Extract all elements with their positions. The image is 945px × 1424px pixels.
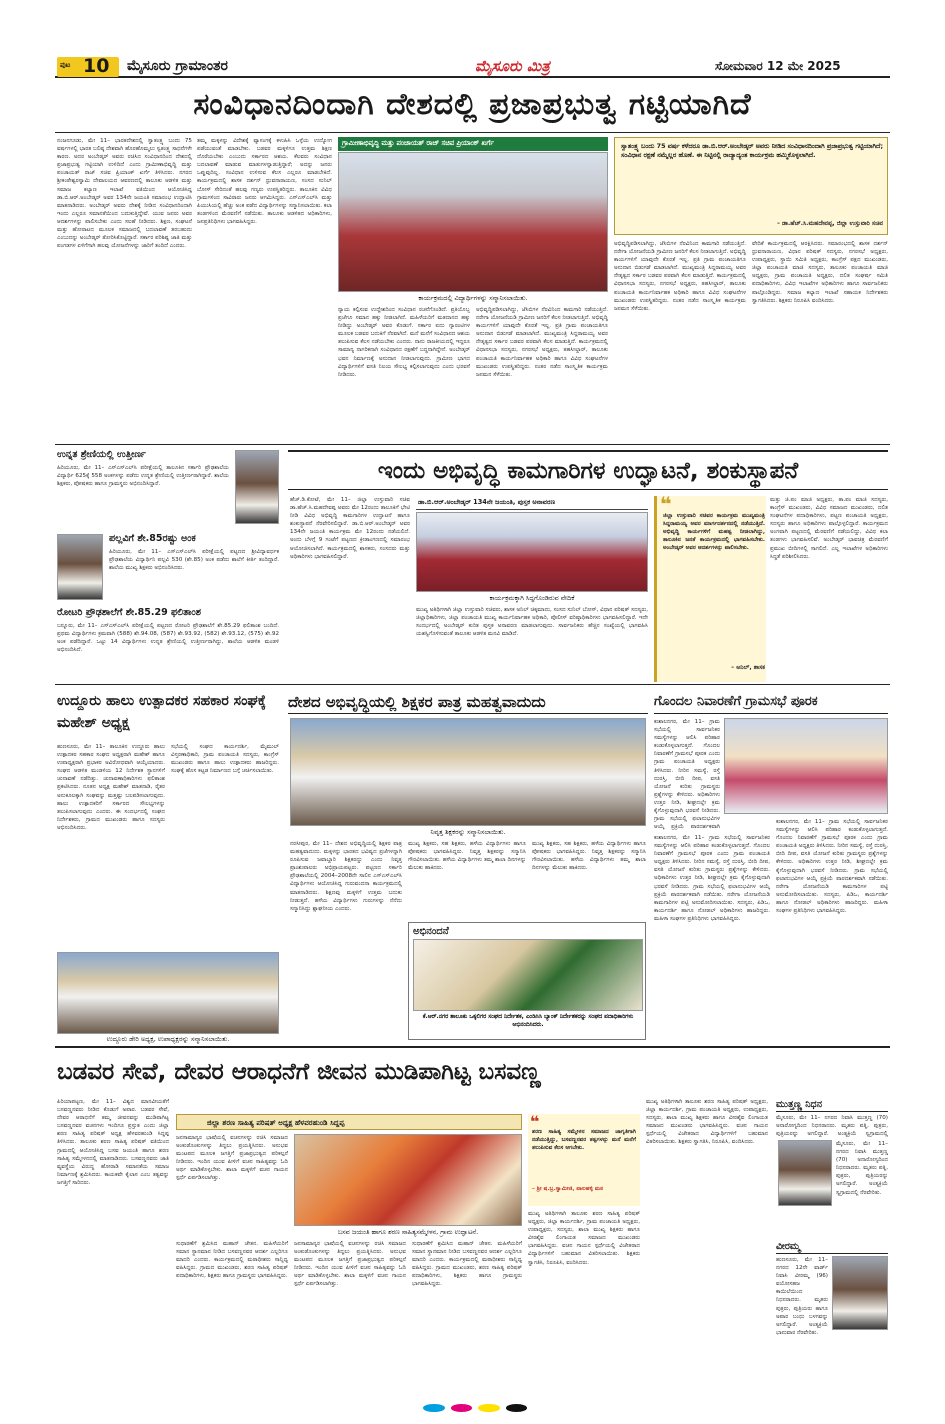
- obit-1-headline: ಮುತ್ತಣ್ಣ ನಿಧನ: [776, 1098, 888, 1112]
- student-item-2: [57, 532, 279, 602]
- obit-2-text: ಹುಣಸೂರು, ಮೇ 11– ನಗರದ 12ನೇ ವಾರ್ಡ್ ನಿವಾಸಿ ವೀರಮ್ಮ (96) ವಯೋಸಹಜ ಕಾಯಿಲೆಯಿಂದ ನಿಧನರಾದರು. ಮೃತರು ಪುತ್ರರು, ಪುತ್ರಿಯರು ಹಾಗೂ ಅಪಾರ ಬಂಧು ಬಳಗವನ್ನು ಅಗಲಿದ್ದಾರೆ. ಅಂತ್ಯಕ್ರಿಯೆ ಭಾನುವಾರ ನೆರವೇರಿತು.: [776, 1257, 828, 1336]
- student-3-headline: ರೋಟರಿ ಪ್ರೌಢಶಾಲೆಗೆ ಶೇ.85.29 ಫಲಿತಾಂಶ: [57, 607, 201, 618]
- basava-col-4: ಜನಸಾಮಾನ್ಯರ ಭಾಷೆಯಲ್ಲಿ ವಚನಗಳನ್ನು ರಚಿಸಿ ಸಮಾಜದ ಅಂಕುಡೊಂಕುಗಳನ್ನು ತಿದ್ದಲು ಪ್ರಯತ್ನಿಸಿದರು. ಅನುಭವ ಮಂಟಪದ ಮೂಲಕ ಜಗತ್ತಿಗೆ ಪ್ರಜಾಪ್ರಭುತ್ವದ ಪರಿಕಲ್ಪನೆ ನೀಡಿದರು. ಇಂದಿನ ಯುವ ಪೀಳಿಗೆ ವಚನ ಸಾಹಿತ್ಯವನ್ನು ಓದಿ ಅರ್ಥ ಮಾಡಿಕೊಳ್ಳಬೇಕು. ಶಾಲಾ ಮಕ್ಕಳಿಗೆ ವಚನ ಗಾಯನ ಸ್ಪರ್ಧೆ ಏರ್ಪಡಿಸಲಾಗಿತ್ತು.: [294, 1241, 406, 1288]
- student-3-text: ಬನ್ನೂರು, ಮೇ 11– ಎಸ್ಎಸ್ಎಲ್‌ಸಿ ಪರೀಕ್ಷೆಯಲ್ಲಿ ಪಟ್ಟಣದ ರೋಟರಿ ಪ್ರೌಢಶಾಲೆಗೆ ಶೇ.85.29 ಫಲಿತಾಂಶ ಬಂದಿದೆ. ಪ್ರಥಮ ವಿದ್ಯಾರ್ಥಿಗಳು ಕ್ರಮವಾಗಿ (588) ಶೇ.94.08, (587) ಶೇ.93.92, (582) ಶೇ.93.12, (575) ಶೇ.92 ಅಂಕ ಪಡೆದಿದ್ದಾರೆ. ಒಟ್ಟು 14 ವಿದ್ಯಾರ್ಥಿಗಳು ಉನ್ನತ ಶ್ರೇಣಿಯಲ್ಲಿ ಉತ್ತೀರ್ಣರಾಗಿದ್ದು, ಶಾಲೆಯ ಆಡಳಿತ ಮಂಡಳಿ ಅಭಿನಂದಿಸಿದೆ.: [57, 623, 279, 654]
- lead-photo-tag-text: ಗ್ರಾಮೀಣಾಭಿವೃದ್ಧಿ ಮತ್ತು ಪಂಚಾಯತ್ ರಾಜ್ ಸಚಿವ ಪ್ರಿಯಾಂಕ್ ಖರ್ಗೆ: [342, 139, 494, 147]
- gondala-photo: [724, 718, 888, 814]
- obit-1-text: ಮೈಸೂರು, ಮೇ 11– ನಗರದ ನಿವಾಸಿ ಮುತ್ತಣ್ಣ (70) ಅನಾರೋಗ್ಯದಿಂದ ನಿಧನರಾದರು. ಮೃತರು ಪತ್ನಿ, ಪುತ್ರರು, ಪುತ್ರಿಯರನ್ನು ಅಗಲಿದ್ದಾರೆ. ಅಂತ್ಯಕ್ರಿಯೆ ಸ್ವಗ್ರಾಮದಲ್ಲಿ: [776, 1115, 888, 1138]
- basava-col-2: ಜನಸಾಮಾನ್ಯರ ಭಾಷೆಯಲ್ಲಿ ವಚನಗಳನ್ನು ರಚಿಸಿ ಸಮಾಜದ ಅಂಕುಡೊಂಕುಗಳನ್ನು ತಿದ್ದಲು ಪ್ರಯತ್ನಿಸಿದರು. ಅನುಭವ ಮಂಟಪದ ಮೂಲಕ ಜಗತ್ತಿಗೆ ಪ್ರಜಾಪ್ರಭುತ್ವದ ಪರಿಕಲ್ಪನೆ ನೀಡಿದರು. ಇಂದಿನ ಯುವ ಪೀಳಿಗೆ ವಚನ ಸಾಹಿತ್ಯವನ್ನು ಓದಿ ಅರ್ಥ ಮಾಡಿಕೊಳ್ಳಬೇಕು. ಶಾಲಾ ಮಕ್ಕಳಿಗೆ ವಚನ ಗಾಯನ ಸ್ಪರ್ಧೆ ಏರ್ಪಡಿಸಲಾಗಿತ್ತು.: [176, 1135, 288, 1182]
- page-number-badge: [57, 57, 119, 77]
- basava-quote-text: ಶರಣ ಸಾಹಿತ್ಯ ಸಮ್ಮೇಳನ ಸಮಾಜದ ಜಾಗೃತಿಗಾಗಿ ನಡೆಯುತ್ತಿದ್ದು, ಬಸವಣ್ಣನವರ ತತ್ವಗಳನ್ನು ಮನೆ ಮನೆಗೆ ತಲುಪಿಸುವ ಕೆಲಸ ಆಗಬೇಕು.: [532, 1129, 636, 1152]
- lead-col-2: ತಮ್ಮ ಮಕ್ಕಳನ್ನು ವಿದೇಶಕ್ಕೆ ವ್ಯಾಸಂಗಕ್ಕೆ ಕಳುಹಿಸಿ ಒಳ್ಳೆಯ ಉದ್ಯೋಗ ಪಡೆಯುವಂತೆ ಮಾಡಬೇಕು. ಬಡವರ ಮಕ್ಕಳಿಗೂ ಉತ್ತಮ ಶಿಕ್ಷಣ ದೊರೆಯಬೇಕು ಎಂಬುದು ಸರ್ಕಾರದ ಆಶಯ. ಕೆಲವರು ಸಂವಿಧಾನ ಬದಲಾವಣೆ ಮಾಡುವ ಮಾತುಗಳನ್ನಾಡುತ್ತಿದ್ದಾರೆ; ಅದನ್ನು ಜನರು ಒಪ್ಪುವುದಿಲ್ಲ. ಸಂವಿಧಾನ ಉಳಿಸುವ ಕೆಲಸ ಎಲ್ಲರೂ ಮಾಡಬೇಕಿದೆ. ಕಾರ್ಯಕ್ರಮದಲ್ಲಿ ಶಾಸಕ ದರ್ಶನ್ ಧ್ರುವನಾರಾಯಣ, ಸಂಸದ ಸುನಿಲ್ ಬೋಸ್ ಸೇರಿದಂತೆ ಹಲವು ಗಣ್ಯರು ಉಪಸ್ಥಿತರಿದ್ದರು. ತಾಲೂಕಿನ ವಿವಿಧ ಗ್ರಾಮಗಳಿಂದ ಸಾವಿರಾರು ಜನರು ಆಗಮಿಸಿದ್ದರು. ಎಸ್ಎಸ್ಎಲ್‌ಸಿ ಮತ್ತು ಪಿಯುಸಿಯಲ್ಲಿ ಹೆಚ್ಚು ಅಂಕ ಪಡೆದ ವಿದ್ಯಾರ್ಥಿಗಳನ್ನು ಸನ್ಮಾನಿಸಲಾಯಿತು. ಕಲಾ ತಂಡಗಳಿಂದ ಮೆರವಣಿಗೆ ನಡೆಯಿತು. ತಾಲೂಕು ಆಡಳಿತದ ಅಧಿಕಾರಿಗಳು, ಜನಪ್ರತಿನಿಧಿಗಳು ಭಾಗವಹಿಸಿದ್ದರು.: [197, 138, 332, 225]
- dev-col-2: ಮುಖ್ಯ ಅತಿಥಿಗಳಾಗಿ ಜಿಲ್ಲಾ ಉಸ್ತುವಾರಿ ಸಚಿವರು, ಶಾಸಕ ಅನಿಲ್ ಚಿಕ್ಕಮಾದು, ಸಂಸದ ಸುನಿಲ್ ಬೋಸ್, ವಿಧಾನ ಪರಿಷತ್ ಸದಸ್ಯರು, ಜಿಲ್ಲಾಧಿಕಾರಿಗಳು, ಜಿಲ್ಲಾ ಪಂಚಾಯತಿ ಮುಖ್ಯ ಕಾರ್ಯನಿರ್ವಾಹಕ ಅಧಿಕಾರಿ, ಪೊಲೀಸ್ ವರಿಷ್ಠಾಧಿಕಾರಿಗಳು ಭಾಗವಹಿಸಲಿದ್ದಾರೆ. ಇದೇ ಸಂದರ್ಭದಲ್ಲಿ ಅಂಬೇಡ್ಕರ್ ಕುರಿತ ಪುಸ್ತಕ ಅನಾವರಣ ಮಾಡಲಾಗುವುದು. ಸಾರ್ವಜನಿಕರು ಹೆಚ್ಚಿನ ಸಂಖ್ಯೆಯಲ್ಲಿ ಭಾಗವಹಿಸಿ ಯಶಸ್ವಿಗೊಳಿಸುವಂತೆ ತಾಲೂಕು ಆಡಳಿತ ಮನವಿ ಮಾಡಿದೆ.: [416, 607, 648, 638]
- abhinandane-title: ಅಭಿನಂದನೆ: [413, 926, 449, 937]
- basava-col-7: ಮುಖ್ಯ ಅತಿಥಿಗಳಾಗಿ ತಾಲೂಕು ಶರಣ ಸಾಹಿತ್ಯ ಪರಿಷತ್ ಅಧ್ಯಕ್ಷರು, ಜಿಲ್ಲಾ ಕಾರ್ಯದರ್ಶಿ, ಗ್ರಾಮ ಪಂಚಾಯತಿ ಅಧ್ಯಕ್ಷರು, ಉಪಾಧ್ಯಕ್ಷರು, ಸದಸ್ಯರು, ಶಾಲಾ ಮುಖ್ಯ ಶಿಕ್ಷಕರು ಹಾಗೂ ವೀರಶೈವ ಲಿಂಗಾಯತ ಸಮಾಜದ ಮುಖಂಡರು ಭಾಗವಹಿಸಿದ್ದರು. ವಚನ ಗಾಯನ ಸ್ಪರ್ಧೆಯಲ್ಲಿ ವಿಜೇತರಾದ ವಿದ್ಯಾರ್ಥಿಗಳಿಗೆ ಬಹುಮಾನ ವಿತರಿಸಲಾಯಿತು. ಶಿಕ್ಷಕರು ಸ್ವಾಗತಿಸಿ, ನಿರೂಪಿಸಿ, ವಂದಿಸಿದರು.: [646, 1099, 768, 1146]
- dev-photo-tag-text: ಡಾ.ಬಿ.ಆರ್.ಅಂಬೇಡ್ಕರ್ 134ನೇ ಜಯಂತಿ, ಪುಸ್ತಕ ಅನಾವರಣ: [418, 498, 556, 506]
- lead-quote-text: ಸ್ವಾತಂತ್ರ್ಯ ಬಂದು 75 ವರ್ಷ ಕಳೆದರೂ ಡಾ.ಬಿ.ಆರ್.ಅಂಬೇಡ್ಕರ್ ಅವರು ನೀಡಿದ ಸಂವಿಧಾನದಿಂದಾಗಿ ಪ್ರಜಾಪ್ರಭುತ್ವ ಗಟ್ಟಿಯಾಗಿದೆ; ಸಂವಿಧಾನ ರಕ್ಷಣೆ ನಮ್ಮೆಲ್ಲರ ಹೊಣೆ. ಈ ನಿಟ್ಟಿನಲ್ಲಿ ರಾಜ್ಯಾದ್ಯಂತ ಕಾರ್ಯಕ್ರಮ ಹಮ್ಮಿಕೊಳ್ಳಲಾಗಿದೆ.: [621, 142, 883, 160]
- student-1-photo: [235, 450, 279, 524]
- lead-photo: [338, 152, 608, 292]
- obit-1: [776, 1098, 888, 1236]
- dev-headline: ಇಂದು ಅಭಿವೃದ್ಧಿ ಕಾಮಗಾರಿಗಳ ಉದ್ಘಾಟನೆ, ಶಂಕುಸ್ಥಾಪನೆ: [377, 458, 799, 484]
- section-rule-3: [55, 1046, 890, 1048]
- teachers-col-3: ಮುಖ್ಯ ಶಿಕ್ಷಕರು, ಸಹ ಶಿಕ್ಷಕರು, ಹಳೆಯ ವಿದ್ಯಾರ್ಥಿಗಳು ಹಾಗೂ ಪೋಷಕರು ಭಾಗವಹಿಸಿದ್ದರು. ನಿವೃತ್ತ ಶಿಕ್ಷಕರನ್ನು ಸನ್ಮಾನಿಸಿ ಗೌರವಿಸಲಾಯಿತು. ಹಳೆಯ ವಿದ್ಯಾರ್ಥಿಗಳು ತಮ್ಮ ಶಾಲಾ ದಿನಗಳನ್ನು ಮೆಲುಕು ಹಾಕಿದರು.: [532, 841, 646, 872]
- basava-quote-box: [528, 1114, 640, 1206]
- basava-photo-tag: [176, 1114, 522, 1130]
- masthead: [55, 56, 890, 78]
- basava-col-3: ಸುಧಾರಣೆಗೆ ಶ್ರಮಿಸಿದ ಮಹಾನ್ ಚೇತನ. ಮಹಿಳೆಯರಿಗೆ ಸಮಾನ ಸ್ಥಾನಮಾನ ನೀಡಿದ ಬಸವಣ್ಣನವರ ಆದರ್ಶ ಎಲ್ಲರಿಗೂ ಮಾದರಿ ಎಂದರು. ಕಾರ್ಯಕ್ರಮದಲ್ಲಿ ಮಠಾಧೀಶರು ಸಾನ್ನಿಧ್ಯ ವಹಿಸಿದ್ದರು. ಗ್ರಾಮದ ಮುಖಂಡರು, ಶರಣ ಸಾಹಿತ್ಯ ಪರಿಷತ್ ಪದಾಧಿಕಾರಿಗಳು, ಶಿಕ್ಷಕರು ಹಾಗೂ ಗ್ರಾಮಸ್ಥರು ಭಾಗವಹಿಸಿದ್ದರು.: [176, 1241, 288, 1280]
- gondala-headline: ಗೊಂದಲ ನಿವಾರಣೆಗೆ ಗ್ರಾಮಸಭೆ ಪೂರಕ: [654, 690, 888, 714]
- gondala-col-3: ಕುಶಾಲನಗರ, ಮೇ 11– ಗ್ರಾಮ ಸಭೆಯಲ್ಲಿ ಸಾರ್ವಜನಿಕರ ಸಮಸ್ಯೆಗಳನ್ನು ಆಲಿಸಿ ಪರಿಹಾರ ಕಂಡುಕೊಳ್ಳಲಾಗುತ್ತದೆ. ಗೊಂದಲ ನಿವಾರಣೆಗೆ ಗ್ರಾಮಸಭೆ ಪೂರಕ ಎಂದು ಗ್ರಾಮ ಪಂಚಾಯತಿ ಅಧ್ಯಕ್ಷರು ತಿಳಿಸಿದರು. ನೀರಿನ ಸಮಸ್ಯೆ, ರಸ್ತೆ ದುರಸ್ತಿ, ಬೀದಿ ದೀಪ, ವಸತಿ ಯೋಜನೆ ಕುರಿತು ಗ್ರಾಮಸ್ಥರು ಪ್ರಶ್ನೆಗಳನ್ನು ಕೇಳಿದರು. ಅಧಿಕಾರಿಗಳು ಉತ್ತರ ನೀಡಿ, ಶೀಘ್ರದಲ್ಲೇ ಕ್ರಮ ಕೈಗೊಳ್ಳುವುದಾಗಿ ಭರವಸೆ ನೀಡಿದರು. ಗ್ರಾಮ ಸಭೆಯಲ್ಲಿ ಫಲಾನುಭವಿಗಳ ಆಯ್ಕೆ ಪ್ರಕ್ರಿಯೆ ಪಾರದರ್ಶಕವಾಗಿ ನಡೆಯಿತು. ನರೇಗಾ ಯೋಜನೆಯಡಿ ಕಾಮಗಾರಿಗಳ ಪಟ್ಟಿ ಅನುಮೋದಿಸಲಾಯಿತು. ಸದಸ್ಯರು, ಪಿಡಿಒ, ಕಾರ್ಯದರ್ಶಿ ಹಾಗೂ ನೋಡಲ್ ಅಧಿಕಾರಿಗಳು ಹಾಜರಿದ್ದರು. ಮಹಿಳಾ ಸಂಘಗಳ ಪ್ರತಿನಿಧಿಗಳು ಭಾಗವಹಿಸಿದ್ದರು.: [776, 819, 888, 915]
- basava-quote-mark-icon: ❝: [530, 1112, 540, 1131]
- black-swatch: [506, 1404, 528, 1412]
- teachers-photo: [290, 718, 646, 826]
- abhinandane-box: [408, 922, 646, 1040]
- obit-2-headline: ವೀರಮ್ಮ: [776, 1240, 888, 1254]
- newspaper-logo: ಮೈಸೂರು ಮಿತ್ರ: [475, 57, 550, 75]
- page-number: 10: [83, 55, 110, 77]
- teachers-col-1: ನರಸೀಪುರ, ಮೇ 11– ದೇಶದ ಅಭಿವೃದ್ಧಿಯಲ್ಲಿ ಶಿಕ್ಷಕರ ಪಾತ್ರ ಮಹತ್ವವಾದುದು. ಮಕ್ಕಳನ್ನು ಭಾರತದ ಭವಿಷ್ಯದ ಪ್ರಜೆಗಳನ್ನಾಗಿ ರೂಪಿಸುವ ಜವಾಬ್ದಾರಿ ಶಿಕ್ಷಕರದ್ದು ಎಂದು ನಿವೃತ್ತ ಪ್ರಾಂಶುಪಾಲರು ಅಭಿಪ್ರಾಯಪಟ್ಟರು. ಪಟ್ಟಣದ ಸರ್ಕಾರಿ ಪ್ರೌಢಶಾಲೆಯಲ್ಲಿ 2004–2008ನೇ ಸಾಲಿನ ಎಸ್ಎಸ್ಎಲ್‌ಸಿ ವಿದ್ಯಾರ್ಥಿಗಳು ಆಯೋಜಿಸಿದ್ದ ಗುರುವಂದನಾ ಕಾರ್ಯಕ್ರಮದಲ್ಲಿ ಮಾತನಾಡಿದರು. ಶಿಕ್ಷಣವು ಮಕ್ಕಳಿಗೆ ಉತ್ತಮ ಬದುಕು ನೀಡುತ್ತದೆ. ಹಳೆಯ ವಿದ್ಯಾರ್ಥಿಗಳು ಗುರುಗಳನ್ನು ನೆನೆದು ಸನ್ಮಾನಿಸಿದ್ದು ಶ್ಲಾಘನೀಯ ಎಂದರು.: [290, 841, 402, 912]
- quote-mark-icon: ❝: [660, 492, 672, 516]
- gondala-col-1: ಕುಶಾಲನಗರ, ಮೇ 11– ಗ್ರಾಮ ಸಭೆಯಲ್ಲಿ ಸಾರ್ವಜನಿಕರ ಸಮಸ್ಯೆಗಳನ್ನು ಆಲಿಸಿ ಪರಿಹಾರ ಕಂಡುಕೊಳ್ಳಲಾಗುತ್ತದೆ. ಗೊಂದಲ ನಿವಾರಣೆಗೆ ಗ್ರಾಮಸಭೆ ಪೂರಕ ಎಂದು ಗ್ರಾಮ ಪಂಚಾಯತಿ ಅಧ್ಯಕ್ಷರು ತಿಳಿಸಿದರು. ನೀರಿನ ಸಮಸ್ಯೆ, ರಸ್ತೆ ದುರಸ್ತಿ, ಬೀದಿ ದೀಪ, ವಸತಿ ಯೋಜನೆ ಕುರಿತು ಗ್ರಾಮಸ್ಥರು ಪ್ರಶ್ನೆಗಳನ್ನು ಕೇಳಿದರು. ಅಧಿಕಾರಿಗಳು ಉತ್ತರ ನೀಡಿ, ಶೀಘ್ರದಲ್ಲೇ ಕ್ರಮ ಕೈಗೊಳ್ಳುವುದಾಗಿ ಭರವಸೆ ನೀಡಿದರು. ಗ್ರಾಮ ಸಭೆಯಲ್ಲಿ ಫಲಾನುಭವಿಗಳ ಆಯ್ಕೆ ಪ್ರಕ್ರಿಯೆ ಪಾರದರ್ಶಕವಾಗಿ: [654, 719, 720, 830]
- dev-quote-byline: – ಅನಿಲ್, ಶಾಸಕ: [731, 664, 765, 671]
- dairy-headline: [57, 690, 279, 738]
- lead-photo-tag: [338, 137, 608, 151]
- gondala-col-2: ಕುಶಾಲನಗರ, ಮೇ 11– ಗ್ರಾಮ ಸಭೆಯಲ್ಲಿ ಸಾರ್ವಜನಿಕರ ಸಮಸ್ಯೆಗಳನ್ನು ಆಲಿಸಿ ಪರಿಹಾರ ಕಂಡುಕೊಳ್ಳಲಾಗುತ್ತದೆ. ಗೊಂದಲ ನಿವಾರಣೆಗೆ ಗ್ರಾಮಸಭೆ ಪೂರಕ ಎಂದು ಗ್ರಾಮ ಪಂಚಾಯತಿ ಅಧ್ಯಕ್ಷರು ತಿಳಿಸಿದರು. ನೀರಿನ ಸಮಸ್ಯೆ, ರಸ್ತೆ ದುರಸ್ತಿ, ಬೀದಿ ದೀಪ, ವಸತಿ ಯೋಜನೆ ಕುರಿತು ಗ್ರಾಮಸ್ಥರು ಪ್ರಶ್ನೆಗಳನ್ನು ಕೇಳಿದರು. ಅಧಿಕಾರಿಗಳು ಉತ್ತರ ನೀಡಿ, ಶೀಘ್ರದಲ್ಲೇ ಕ್ರಮ ಕೈಗೊಳ್ಳುವುದಾಗಿ ಭರವಸೆ ನೀಡಿದರು. ಗ್ರಾಮ ಸಭೆಯಲ್ಲಿ ಫಲಾನುಭವಿಗಳ ಆಯ್ಕೆ ಪ್ರಕ್ರಿಯೆ ಪಾರದರ್ಶಕವಾಗಿ ನಡೆಯಿತು. ನರೇಗಾ ಯೋಜನೆಯಡಿ ಕಾಮಗಾರಿಗಳ ಪಟ್ಟಿ ಅನುಮೋದಿಸಲಾಯಿತು. ಸದಸ್ಯರು, ಪಿಡಿಒ, ಕಾರ್ಯದರ್ಶಿ ಹಾಗೂ ನೋಡಲ್ ಅಧಿಕಾರಿಗಳು ಹಾಜರಿದ್ದರು. ಮಹಿಳಾ ಸಂಘಗಳ ಪ್ರತಿನಿಧಿಗಳು ಭಾಗವಹಿಸಿದ್ದರು.: [654, 835, 770, 922]
- teachers-headline: ದೇಶದ ಅಭಿವೃದ್ಧಿಯಲ್ಲಿ ಶಿಕ್ಷಕರ ಪಾತ್ರ ಮಹತ್ವವಾದುದು: [288, 690, 648, 714]
- lead-headline: ಸಂವಿಧಾನದಿಂದಾಗಿ ದೇಶದಲ್ಲಿ ಪ್ರಜಾಪ್ರಭುತ್ವ ಗಟ್ಟಿಯಾಗಿದೆ: [193, 87, 752, 122]
- lead-col-4: ಅಭಿವೃದ್ಧಿಪಡಿಸಲಾಗಿದ್ದು, ಜೆಸಿಬಿಗಳ ನೆರವಿನಿಂದ ಕಾಮಗಾರಿ ನಡೆಯುತ್ತಿದೆ. ನರೇಗಾ ಯೋಜನೆಯಡಿ ಗ್ರಾಮೀಣ ಜನರಿಗೆ ಕೆಲಸ ನೀಡಲಾಗುತ್ತಿದೆ. ಅಭಿವೃದ್ಧಿ ಕಾರ್ಯಗಳಿಗೆ ಯಾವುದೇ ಕೊರತೆ ಇಲ್ಲ. ಪ್ರತಿ ಗ್ರಾಮ ಪಂಚಾಯತಿಗೂ ಅನುದಾನ ಬಿಡುಗಡೆ ಮಾಡಲಾಗಿದೆ. ಮುಖ್ಯಮಂತ್ರಿ ಸಿದ್ದರಾಮಯ್ಯ ಅವರ ನೇತೃತ್ವದ ಸರ್ಕಾರ ಬಡವರ ಪರವಾಗಿ ಕೆಲಸ ಮಾಡುತ್ತಿದೆ. ಕಾರ್ಯಕ್ರಮದಲ್ಲಿ ವಿಧಾನಸಭಾ ಸದಸ್ಯರು, ನಗರಸಭೆ ಅಧ್ಯಕ್ಷರು, ತಹಸೀಲ್ದಾರ್, ತಾಲೂಕು ಪಂಚಾಯತಿ ಕಾರ್ಯನಿರ್ವಾಹಕ ಅಧಿಕಾರಿ ಹಾಗೂ ವಿವಿಧ ಸಂಘಟನೆಗಳ ಮುಖಂಡರು ಉಪಸ್ಥಿತರಿದ್ದರು. ನಂತರ ನಡೆದ ಸಾಂಸ್ಕೃತಿಕ ಕಾರ್ಯಕ್ರಮ ಜನಮನ ಸೆಳೆಯಿತು.: [476, 307, 608, 378]
- page-label: ಪುಟ: [60, 61, 71, 69]
- basava-photo-tag-text: ಜಿಲ್ಲಾ ಶರಣ ಸಾಹಿತ್ಯ ಪರಿಷತ್ ಅಧ್ಯಕ್ಷ ಹೆಳವರಹುಂಡಿ ಸಿದ್ದಪ್ಪ: [207, 1118, 345, 1127]
- obit-2-photo: [832, 1256, 888, 1330]
- obit-1-photo: [778, 1140, 832, 1206]
- edition-date: ಸೋಮವಾರ 12 ಮೇ 2025: [715, 59, 841, 73]
- dev-headline-box: [288, 450, 888, 490]
- teachers-col-2: ಮುಖ್ಯ ಶಿಕ್ಷಕರು, ಸಹ ಶಿಕ್ಷಕರು, ಹಳೆಯ ವಿದ್ಯಾರ್ಥಿಗಳು ಹಾಗೂ ಪೋಷಕರು ಭಾಗವಹಿಸಿದ್ದರು. ನಿವೃತ್ತ ಶಿಕ್ಷಕರನ್ನು ಸನ್ಮಾನಿಸಿ ಗೌರವಿಸಲಾಯಿತು. ಹಳೆಯ ವಿದ್ಯಾರ್ಥಿಗಳು ತಮ್ಮ ಶಾಲಾ ದಿನಗಳನ್ನು ಮೆಲುಕು ಹಾಕಿದರು.: [408, 841, 526, 872]
- student-item-3: [57, 606, 279, 682]
- student-1-headline: ಉನ್ನತ ಶ್ರೇಣಿಯಲ್ಲಿ ಉತ್ತೀರ್ಣ: [57, 449, 146, 460]
- dev-col-1: ಹೆಚ್.ಡಿ.ಕೋಟೆ, ಮೇ 11– ಜಿಲ್ಲಾ ಉಸ್ತುವಾರಿ ಸಚಿವ ಡಾ.ಹೆಚ್.ಸಿ.ಮಹದೇವಪ್ಪ ಅವರು ಮೇ 12ರಂದು ತಾಲೂಕಿಗೆ ಭೇಟಿ ನೀಡಿ ವಿವಿಧ ಅಭಿವೃದ್ಧಿ ಕಾಮಗಾರಿಗಳ ಉದ್ಘಾಟನೆ ಹಾಗೂ ಶಂಕುಸ್ಥಾಪನೆ ನೆರವೇರಿಸಲಿದ್ದಾರೆ. ಡಾ.ಬಿ.ಆರ್.ಅಂಬೇಡ್ಕರ್ ಅವರ 134ನೇ ಜಯಂತಿ ಕಾರ್ಯಕ್ರಮ ಮೇ 12ರಂದು ನಡೆಯಲಿದೆ. ಅಂದು ಬೆಳಗ್ಗೆ 9 ಗಂಟೆಗೆ ಪಟ್ಟಣದ ಕ್ರೀಡಾಂಗಣದಲ್ಲಿ ಸಮಾರಂಭ ಆಯೋಜಿಸಲಾಗಿದೆ. ಕಾರ್ಯಕ್ರಮದಲ್ಲಿ ಶಾಸಕರು, ಸಂಸದರು ಮತ್ತು ಅಧಿಕಾರಿಗಳು ಭಾಗವಹಿಸಲಿದ್ದಾರೆ.: [290, 497, 410, 560]
- abhinandane-caption: ಕೆ.ಆರ್.ನಗರ ತಾಲೂಕು ಒಕ್ಕಲಿಗರ ಸಂಘದ ನಿರ್ದೇಶಕ, ಎಂಡಿಸಿಸಿ ಬ್ಯಾಂಕ್ ನಿರ್ದೇಶಕರನ್ನು ಸಂಘದ ಪದಾಧಿಕಾರಿಗಳು ಅಭಿನಂದಿಸಿದರು.: [422, 1014, 634, 1029]
- dairy-photo-caption: ಉದ್ದೂರು ಡೇರಿ ಅಧ್ಯಕ್ಷ, ಉಪಾಧ್ಯಕ್ಷರನ್ನು ಸನ್ಮಾನಿಸಲಾಯಿತು.: [106, 1035, 230, 1043]
- section-rule-2: [55, 684, 890, 685]
- lead-col-6: ವೇದಿಕೆ ಕಾರ್ಯಕ್ರಮದಲ್ಲಿ ಆರಕ್ಷಿಸಿದರು. ಸಮಾರಂಭದಲ್ಲಿ ಶಾಸಕ ದರ್ಶನ್ ಧ್ರುವನಾರಾಯಣ, ವಿಧಾನ ಪರಿಷತ್ ಸದಸ್ಯರು, ನಗರಸಭೆ ಅಧ್ಯಕ್ಷರು, ಉಪಾಧ್ಯಕ್ಷರು, ಸ್ಥಾಯಿ ಸಮಿತಿ ಅಧ್ಯಕ್ಷರು, ಕಾಂಗ್ರೆಸ್ ಪಕ್ಷದ ಮುಖಂಡರು, ಜಿಲ್ಲಾ ಪಂಚಾಯತಿ ಮಾಜಿ ಸದಸ್ಯರು, ತಾಲೂಕು ಪಂಚಾಯತಿ ಮಾಜಿ ಅಧ್ಯಕ್ಷರು, ಗ್ರಾಮ ಪಂಚಾಯತಿ ಅಧ್ಯಕ್ಷರು, ದಲಿತ ಸಂಘರ್ಷ ಸಮಿತಿ ಪದಾಧಿಕಾರಿಗಳು, ವಿವಿಧ ಇಲಾಖೆಗಳ ಅಧಿಕಾರಿಗಳು ಹಾಗೂ ಸಾರ್ವಜನಿಕರು ಪಾಲ್ಗೊಂಡಿದ್ದರು. ಸಮಾಜ ಕಲ್ಯಾಣ ಇಲಾಖೆ ಸಹಾಯಕ ನಿರ್ದೇಶಕರು ಸ್ವಾಗತಿಸಿದರು. ಶಿಕ್ಷಕರು ನಿರೂಪಿಸಿ ವಂದಿಸಿದರು.: [752, 241, 888, 304]
- dev-photo: [416, 512, 648, 592]
- dairy-headline-text: ಉದ್ದೂರು ಹಾಲು ಉತ್ಪಾದಕರ ಸಹಕಾರ ಸಂಘಕ್ಕೆ ಮಹೇಶ್ ಅಧ್ಯಕ್ಷ: [57, 693, 267, 731]
- yellow-swatch: [478, 1404, 500, 1412]
- magenta-swatch: [451, 1404, 473, 1412]
- basava-col-5: ಸುಧಾರಣೆಗೆ ಶ್ರಮಿಸಿದ ಮಹಾನ್ ಚೇತನ. ಮಹಿಳೆಯರಿಗೆ ಸಮಾನ ಸ್ಥಾನಮಾನ ನೀಡಿದ ಬಸವಣ್ಣನವರ ಆದರ್ಶ ಎಲ್ಲರಿಗೂ ಮಾದರಿ ಎಂದರು. ಕಾರ್ಯಕ್ರಮದಲ್ಲಿ ಮಠಾಧೀಶರು ಸಾನ್ನಿಧ್ಯ ವಹಿಸಿದ್ದರು. ಗ್ರಾಮದ ಮುಖಂಡರು, ಶರಣ ಸಾಹಿತ್ಯ ಪರಿಷತ್ ಪದಾಧಿಕಾರಿಗಳು, ಶಿಕ್ಷಕರು ಹಾಗೂ ಗ್ರಾಮಸ್ಥರು ಭಾಗವಹಿಸಿದ್ದರು.: [412, 1241, 522, 1288]
- section-rule-1: [55, 444, 890, 445]
- basava-photo: [294, 1134, 522, 1226]
- abhinandane-photo: [413, 939, 643, 1011]
- obit-2: [776, 1240, 888, 1398]
- student-2-text: ಹಿರಿಯೂರು, ಮೇ 11– ಎಸ್ಎಸ್ಎಲ್‌ಸಿ ಪರೀಕ್ಷೆಯಲ್ಲಿ ಪಟ್ಟಣದ ಶ್ರೀವಿದ್ಯಾವರ್ಧಕ ಪ್ರೌಢಶಾಲೆಯ ವಿದ್ಯಾರ್ಥಿನಿ ಪಲ್ಲವಿ 530 (ಶೇ.85) ಅಂಕ ಪಡೆದು ಶಾಲೆಗೆ ಕೀರ್ತಿ ತಂದಿದ್ದಾರೆ. ಶಾಲೆಯ ಮುಖ್ಯ ಶಿಕ್ಷಕರು ಅಭಿನಂದಿಸಿದರು.: [109, 549, 279, 572]
- lead-col-3: ನ್ಯಾಯ ಕಲ್ಪಿಸುವ ಉದ್ದೇಶದಿಂದ ಸಂವಿಧಾನ ರಚನೆಗೊಂಡಿದೆ. ಪ್ರತಿಯೊಬ್ಬ ಪ್ರಜೆಗೂ ಸಮಾನ ಹಕ್ಕು ನೀಡಲಾಗಿದೆ. ಮಹಿಳೆಯರಿಗೆ ಮತದಾನದ ಹಕ್ಕು ನೀಡಿದ್ದು ಅಂಬೇಡ್ಕರ್ ಅವರ ಕೊಡುಗೆ. ಸರ್ಕಾರ ಐದು ಗ್ಯಾರಂಟಿಗಳ ಮೂಲಕ ಬಡವರ ಬದುಕಿಗೆ ನೆರವಾಗಿದೆ. ಮನೆ ಮನೆಗೆ ಸಂವಿಧಾನದ ಆಶಯ ತಲುಪಿಸುವ ಕೆಲಸ ನಡೆಯಬೇಕು ಎಂದರು. ನಾನು ರಾಜಕೀಯದಲ್ಲಿ ಇದ್ದರೂ ಸಾಮಾನ್ಯ ನಾಗರಿಕನಾಗಿ ಸಂವಿಧಾನದ ರಕ್ಷಣೆಗೆ ಬದ್ಧನಾಗಿದ್ದೇನೆ. ಅಂಬೇಡ್ಕರ್ ಭವನ ನಿರ್ಮಾಣಕ್ಕೆ ಅನುದಾನ ನೀಡಲಾಗುವುದು. ಗ್ರಾಮೀಣ ಭಾಗದ ವಿದ್ಯಾರ್ಥಿಗಳಿಗೆ ವಸತಿ ನಿಲಯ ಸೌಲಭ್ಯ ಕಲ್ಪಿಸಲಾಗುವುದು ಎಂದು ಭರವಸೆ ನೀಡಿದರು.: [338, 307, 470, 378]
- dairy-photo: [57, 952, 279, 1034]
- dairy-col-1: ಹುಣಸೂರು, ಮೇ 11– ತಾಲೂಕಿನ ಉದ್ದೂರು ಹಾಲು ಉತ್ಪಾದಕರ ಸಹಕಾರ ಸಂಘದ ಅಧ್ಯಕ್ಷರಾಗಿ ಮಹೇಶ್ ಹಾಗೂ ಉಪಾಧ್ಯಕ್ಷರಾಗಿ ಪ್ರಭಾಕರ ಅವಿರೋಧವಾಗಿ ಆಯ್ಕೆಯಾದರು. ಸಂಘದ ಆಡಳಿತ ಮಂಡಳಿಯ 12 ನಿರ್ದೇಶಕ ಸ್ಥಾನಗಳಿಗೆ ಚುನಾವಣೆ ನಡೆದಿತ್ತು. ಚುನಾವಣಾಧಿಕಾರಿಗಳು ಫಲಿತಾಂಶ ಪ್ರಕಟಿಸಿದರು. ನೂತನ ಅಧ್ಯಕ್ಷ ಮಹೇಶ್ ಮಾತನಾಡಿ, ರೈತರ ಅನುಕೂಲಕ್ಕಾಗಿ ಸಂಘವನ್ನು ಮತ್ತಷ್ಟು ಬಲಪಡಿಸಲಾಗುವುದು. ಹಾಲು ಉತ್ಪಾದಕರಿಗೆ ಸರ್ಕಾರದ ಸೌಲಭ್ಯಗಳನ್ನು ತಲುಪಿಸಲಾಗುವುದು ಎಂದರು. ಈ ಸಂದರ್ಭದಲ್ಲಿ ಸಂಘದ ನಿರ್ದೇಶಕರು, ಗ್ರಾಮದ ಮುಖಂಡರು ಹಾಗೂ ಸದಸ್ಯರು ಅಭಿನಂದಿಸಿದರು.: [57, 744, 165, 831]
- basava-headline: ಬಡವರ ಸೇವೆ, ದೇವರ ಆರಾಧನೆಗೆ ಜೀವನ ಮುಡಿಪಾಗಿಟ್ಟ ಬಸವಣ್ಣ: [57, 1059, 541, 1085]
- dev-photo-tag: [416, 496, 648, 510]
- lead-col-1: ನಂಜನಗೂಡು, ಮೇ 11– ಭಾರತದೇಶದಲ್ಲಿ ಸ್ವಾತಂತ್ರ್ಯ ಬಂದು 75 ವರ್ಷಗಳಲ್ಲಿ ಭಾರತ ಬಲಿಷ್ಠ ದೇಶವಾಗಿ ಹೊರಹೊಮ್ಮಲು ಸ್ವತಂತ್ರ್ಯ ಸಾಧನೆಗಳೇ ಕಾರಣ. ಅದರ ಅಂಬೇಡ್ಕರ್ ಅವರು ರಚಿಸಿದ ಸಂವಿಧಾನದಿಂದ ದೇಶದಲ್ಲಿ ಪ್ರಜಾಪ್ರಭುತ್ವ ಗಟ್ಟಿಯಾಗಿ ಉಳಿದಿದೆ ಎಂದು ಗ್ರಾಮೀಣಾಭಿವೃದ್ಧಿ ಮತ್ತು ಪಂಚಾಯತ್ ರಾಜ್ ಸಚಿವ ಪ್ರಿಯಾಂಕ್ ಖರ್ಗೆ ತಿಳಿಸಿದರು. ನಗರದ ಶ್ರೀಕಂಠೇಶ್ವರಸ್ವಾಮಿ ದೇವಾಲಯದ ಆವರಣದಲ್ಲಿ ತಾಲೂಕು ಆಡಳಿತ ಮತ್ತು ಸಮಾಜ ಕಲ್ಯಾಣ ಇಲಾಖೆ ವತಿಯಿಂದ ಆಯೋಜಿಸಿದ್ದ ಡಾ.ಬಿ.ಆರ್.ಅಂಬೇಡ್ಕರ್ ಅವರ 134ನೇ ಜಯಂತಿ ಸಮಾರಂಭ ಉದ್ಘಾಟಿಸಿ ಮಾತನಾಡಿದರು. ಅಂಬೇಡ್ಕರ್ ಅವರು ದೇಶಕ್ಕೆ ನೀಡಿದ ಸಂವಿಧಾನದಿಂದಾಗಿ ಇಂದು ಎಲ್ಲರೂ ಸಮಾನತೆಯಿಂದ ಬದುಕುತ್ತಿದ್ದೇವೆ. ಯುವ ಜನರು ಅವರ ಆದರ್ಶಗಳನ್ನು ಪಾಲಿಸಬೇಕು ಎಂದು ಸಲಹೆ ನೀಡಿದರು. ಶಿಕ್ಷಣ, ಸಂಘಟನೆ ಮತ್ತು ಹೋರಾಟದ ಮೂಲಕ ಸಮಾಜದಲ್ಲಿ ಬದಲಾವಣೆ ತರಬಹುದು ಎಂಬುದನ್ನು ಅಂಬೇಡ್ಕರ್ ತೋರಿಸಿಕೊಟ್ಟಿದ್ದಾರೆ. ಸರ್ಕಾರ ಪರಿಶಿಷ್ಟ ಜಾತಿ ಮತ್ತು ಪಂಗಡಗಳ ಏಳಿಗೆಗಾಗಿ ಹಲವು ಯೋಜನೆಗಳನ್ನು ಜಾರಿಗೆ ತಂದಿದೆ ಎಂದರು.: [57, 138, 192, 250]
- student-item-1: [57, 448, 279, 528]
- basava-photo-caption: ಬಸವ ಜಯಂತಿ ಹಾಗೂ ಶರಣ ಸಾಹಿತ್ಯಸಮ್ಮೇಳನ, ಗ್ರಾಮ ಉದ್ಘಾಟನೆ.: [337, 1228, 479, 1236]
- cyan-swatch: [423, 1404, 445, 1412]
- teachers-photo-caption: ನಿವೃತ್ತ ಶಿಕ್ಷಕರನ್ನು ಸನ್ಮಾನಿಸಲಾಯಿತು.: [430, 828, 506, 836]
- lead-rule: [55, 132, 890, 133]
- dairy-col-2: ಸಭೆಯಲ್ಲಿ ಸಂಘದ ಕಾರ್ಯದರ್ಶಿ, ಮೈಮುಲ್ ವಿಸ್ತರಣಾಧಿಕಾರಿ, ಗ್ರಾಮ ಪಂಚಾಯತಿ ಸದಸ್ಯರು, ಕಾಂಗ್ರೆಸ್ ಮುಖಂಡರು ಹಾಗೂ ಹಾಲು ಉತ್ಪಾದಕರು ಹಾಜರಿದ್ದರು. ಸಂಘಕ್ಕೆ ಹೊಸ ಕಟ್ಟಡ ನಿರ್ಮಾಣದ ಬಗ್ಗೆ ಚರ್ಚಿಸಲಾಯಿತು.: [171, 744, 279, 775]
- lead-col-5: ಅಭಿವೃದ್ಧಿಪಡಿಸಲಾಗಿದ್ದು, ಜೆಸಿಬಿಗಳ ನೆರವಿನಿಂದ ಕಾಮಗಾರಿ ನಡೆಯುತ್ತಿದೆ. ನರೇಗಾ ಯೋಜನೆಯಡಿ ಗ್ರಾಮೀಣ ಜನರಿಗೆ ಕೆಲಸ ನೀಡಲಾಗುತ್ತಿದೆ. ಅಭಿವೃದ್ಧಿ ಕಾರ್ಯಗಳಿಗೆ ಯಾವುದೇ ಕೊರತೆ ಇಲ್ಲ. ಪ್ರತಿ ಗ್ರಾಮ ಪಂಚಾಯತಿಗೂ ಅನುದಾನ ಬಿಡುಗಡೆ ಮಾಡಲಾಗಿದೆ. ಮುಖ್ಯಮಂತ್ರಿ ಸಿದ್ದರಾಮಯ್ಯ ಅವರ ನೇತೃತ್ವದ ಸರ್ಕಾರ ಬಡವರ ಪರವಾಗಿ ಕೆಲಸ ಮಾಡುತ್ತಿದೆ. ಕಾರ್ಯಕ್ರಮದಲ್ಲಿ ವಿಧಾನಸಭಾ ಸದಸ್ಯರು, ನಗರಸಭೆ ಅಧ್ಯಕ್ಷರು, ತಹಸೀಲ್ದಾರ್, ತಾಲೂಕು ಪಂಚಾಯತಿ ಕಾರ್ಯನಿರ್ವಾಹಕ ಅಧಿಕಾರಿ ಹಾಗೂ ವಿವಿಧ ಸಂಘಟನೆಗಳ ಮುಖಂಡರು ಉಪಸ್ಥಿತರಿದ್ದರು. ನಂತರ ನಡೆದ ಸಾಂಸ್ಕೃತಿಕ ಕಾರ್ಯಕ್ರಮ ಜನಮನ ಸೆಳೆಯಿತು.: [614, 241, 746, 312]
- dev-quote-box: [654, 492, 766, 682]
- basava-col-6: ಮುಖ್ಯ ಅತಿಥಿಗಳಾಗಿ ತಾಲೂಕು ಶರಣ ಸಾಹಿತ್ಯ ಪರಿಷತ್ ಅಧ್ಯಕ್ಷರು, ಜಿಲ್ಲಾ ಕಾರ್ಯದರ್ಶಿ, ಗ್ರಾಮ ಪಂಚಾಯತಿ ಅಧ್ಯಕ್ಷರು, ಉಪಾಧ್ಯಕ್ಷರು, ಸದಸ್ಯರು, ಶಾಲಾ ಮುಖ್ಯ ಶಿಕ್ಷಕರು ಹಾಗೂ ವೀರಶೈವ ಲಿಂಗಾಯತ ಸಮಾಜದ ಮುಖಂಡರು ಭಾಗವಹಿಸಿದ್ದರು. ವಚನ ಗಾಯನ ಸ್ಪರ್ಧೆಯಲ್ಲಿ ವಿಜೇತರಾದ ವಿದ್ಯಾರ್ಥಿಗಳಿಗೆ ಬಹುಮಾನ ವಿತರಿಸಲಾಯಿತು. ಶಿಕ್ಷಕರು ಸ್ವಾಗತಿಸಿ, ನಿರೂಪಿಸಿ, ವಂದಿಸಿದರು.: [528, 1211, 640, 1266]
- student-2-headline: ಪಲ್ಲವಿಗೆ ಶೇ.85ರಷ್ಟು ಅಂಕ: [109, 533, 196, 544]
- obit-1-text-2: ಮೈಸೂರು, ಮೇ 11– ನಗರದ ನಿವಾಸಿ ಮುತ್ತಣ್ಣ (70) ಅನಾರೋಗ್ಯದಿಂದ ನಿಧನರಾದರು. ಮೃತರು ಪತ್ನಿ, ಪುತ್ರರು, ಪುತ್ರಿಯರನ್ನು ಅಗಲಿದ್ದಾರೆ. ಅಂತ್ಯಕ್ರಿಯೆ ಸ್ವಗ್ರಾಮದಲ್ಲಿ ನೆರವೇರಿತು.: [836, 1141, 888, 1196]
- dev-quote-text: ಜಿಲ್ಲಾ ಉಸ್ತುವಾರಿ ಸಚಿವರ ಕಾರ್ಯಕ್ರಮ ಮುಖ್ಯಮಂತ್ರಿ ಸಿದ್ದರಾಮಯ್ಯ ಅವರ ಮಾರ್ಗದರ್ಶನದಲ್ಲಿ ನಡೆಯುತ್ತಿದೆ. ಅಭಿವೃದ್ಧಿ ಕಾರ್ಯಗಳಿಗೆ ಮಹತ್ವ ನೀಡಲಾಗಿದ್ದು, ತಾಲೂಕಿನ ಜನತೆ ಕಾರ್ಯಕ್ರಮದಲ್ಲಿ ಭಾಗವಹಿಸಬೇಕು. ಅಂಬೇಡ್ಕರ್ ಅವರ ಆದರ್ಶಗಳನ್ನು ಪಾಲಿಸಬೇಕು.: [663, 513, 765, 552]
- student-1-text: ಹಿರಿಯೂರು, ಮೇ 11– ಎಸ್ಎಸ್ಎಲ್‌ಸಿ ಪರೀಕ್ಷೆಯಲ್ಲಿ ತಾಲೂಕಿನ ಸರ್ಕಾರಿ ಪ್ರೌಢಶಾಲೆಯ ವಿದ್ಯಾರ್ಥಿ 625ಕ್ಕೆ 558 ಅಂಕಗಳನ್ನು ಪಡೆದು ಉನ್ನತ ಶ್ರೇಣಿಯಲ್ಲಿ ಉತ್ತೀರ್ಣರಾಗಿದ್ದಾರೆ. ಶಾಲೆಯ ಶಿಕ್ಷಕರು, ಪೋಷಕರು ಹಾಗೂ ಗ್ರಾಮಸ್ಥರು ಅಭಿನಂದಿಸಿದ್ದಾರೆ.: [57, 465, 229, 488]
- student-2-photo: [57, 534, 103, 600]
- lead-quote-box: [614, 137, 888, 235]
- print-registration-bar: [420, 1404, 530, 1412]
- lead-quote-byline: – ಡಾ.ಹೆಚ್.ಸಿ.ಮಹದೇವಪ್ಪ, ಜಿಲ್ಲಾ ಉಸ್ತುವಾರಿ ಸಚಿವ: [776, 220, 883, 227]
- basava-col-1: ಪಿರಿಯಾಪಟ್ಟಣ, ಮೇ 11– ವಿಶ್ವದ ಮಾನವೀಯತೆಗೆ ಬಸವಣ್ಣನವರು ನೀಡಿದ ಕೊಡುಗೆ ಅಪಾರ. ಬಡವರ ಸೇವೆ, ದೇವರ ಆರಾಧನೆಗೆ ತಮ್ಮ ಜೀವನವನ್ನು ಮುಡಿಪಾಗಿಟ್ಟ ಬಸವಣ್ಣನವರ ವಚನಗಳು ಇಂದಿಗೂ ಪ್ರಸ್ತುತ ಎಂದು ಜಿಲ್ಲಾ ಶರಣ ಸಾಹಿತ್ಯ ಪರಿಷತ್ ಅಧ್ಯಕ್ಷ ಹೆಳವರಹುಂಡಿ ಸಿದ್ದಪ್ಪ ತಿಳಿಸಿದರು. ತಾಲೂಕು ಶರಣ ಸಾಹಿತ್ಯ ಪರಿಷತ್ ವತಿಯಿಂದ ಗ್ರಾಮದಲ್ಲಿ ಆಯೋಜಿಸಿದ್ದ ಬಸವ ಜಯಂತಿ ಹಾಗೂ ಶರಣ ಸಾಹಿತ್ಯ ಸಮ್ಮೇಳನದಲ್ಲಿ ಮಾತನಾಡಿದರು. ಬಸವಣ್ಣನವರು ಜಾತಿ ವ್ಯವಸ್ಥೆಯ ವಿರುದ್ಧ ಹೋರಾಡಿ ಸಮಾನತೆಯ ಸಮಾಜ ನಿರ್ಮಾಣಕ್ಕೆ ಶ್ರಮಿಸಿದರು. ಕಾಯಕವೇ ಕೈಲಾಸ ಎಂಬ ತತ್ವವನ್ನು ಜಗತ್ತಿಗೆ ಸಾರಿದರು.: [57, 1099, 169, 1186]
- dev-photo-caption: ಕಾರ್ಯಕ್ರಮಕ್ಕಾಗಿ ಸಿದ್ಧಗೊಂಡಿರುವ ವೇದಿಕೆ: [489, 594, 575, 602]
- basava-quote-byline: – ಶ್ರೀ ಷ.ಬ್ರ.ಸ್ವಾಮೀಜಿ, ಪಾಲಹಳ್ಳಿ ಮಠ: [532, 1186, 604, 1192]
- dev-col-4: ಮತ್ತು ಜಿ.ಪಂ ಮಾಜಿ ಅಧ್ಯಕ್ಷರು, ತಾ.ಪಂ ಮಾಜಿ ಸದಸ್ಯರು, ಕಾಂಗ್ರೆಸ್ ಮುಖಂಡರು, ವಿವಿಧ ಸಮಾಜದ ಮುಖಂಡರು, ದಲಿತ ಸಂಘಟನೆಗಳ ಪದಾಧಿಕಾರಿಗಳು, ಪಟ್ಟಣ ಪಂಚಾಯತಿ ಅಧ್ಯಕ್ಷರು, ಸದಸ್ಯರು ಹಾಗೂ ಅಧಿಕಾರಿಗಳು ಪಾಲ್ಗೊಳ್ಳಲಿದ್ದಾರೆ. ಕಾರ್ಯಕ್ರಮದ ಅಂಗವಾಗಿ ಪಟ್ಟಣದಲ್ಲಿ ಮೆರವಣಿಗೆ ನಡೆಯಲಿದ್ದು, ವಿವಿಧ ಕಲಾ ತಂಡಗಳು ಭಾಗವಹಿಸಲಿವೆ. ಅಂಬೇಡ್ಕರ್ ಭಾವಚಿತ್ರ ಮೆರವಣಿಗೆ ಪ್ರಮುಖ ಬೀದಿಗಳಲ್ಲಿ ಸಾಗಲಿದೆ. ಎಲ್ಲ ಇಲಾಖೆಗಳ ಅಧಿಕಾರಿಗಳು ಸಿದ್ಧತೆ ಪರಿಶೀಲಿಸಿದರು.: [770, 497, 888, 560]
- section-title: ಮೈಸೂರು ಗ್ರಾಮಾಂತರ: [127, 58, 228, 74]
- lead-photo-caption: ಕಾರ್ಯಕ್ರಮದಲ್ಲಿ ವಿದ್ಯಾರ್ಥಿಗಳನ್ನು ಸನ್ಮಾನಿಸಲಾಯಿತು.: [418, 294, 528, 302]
